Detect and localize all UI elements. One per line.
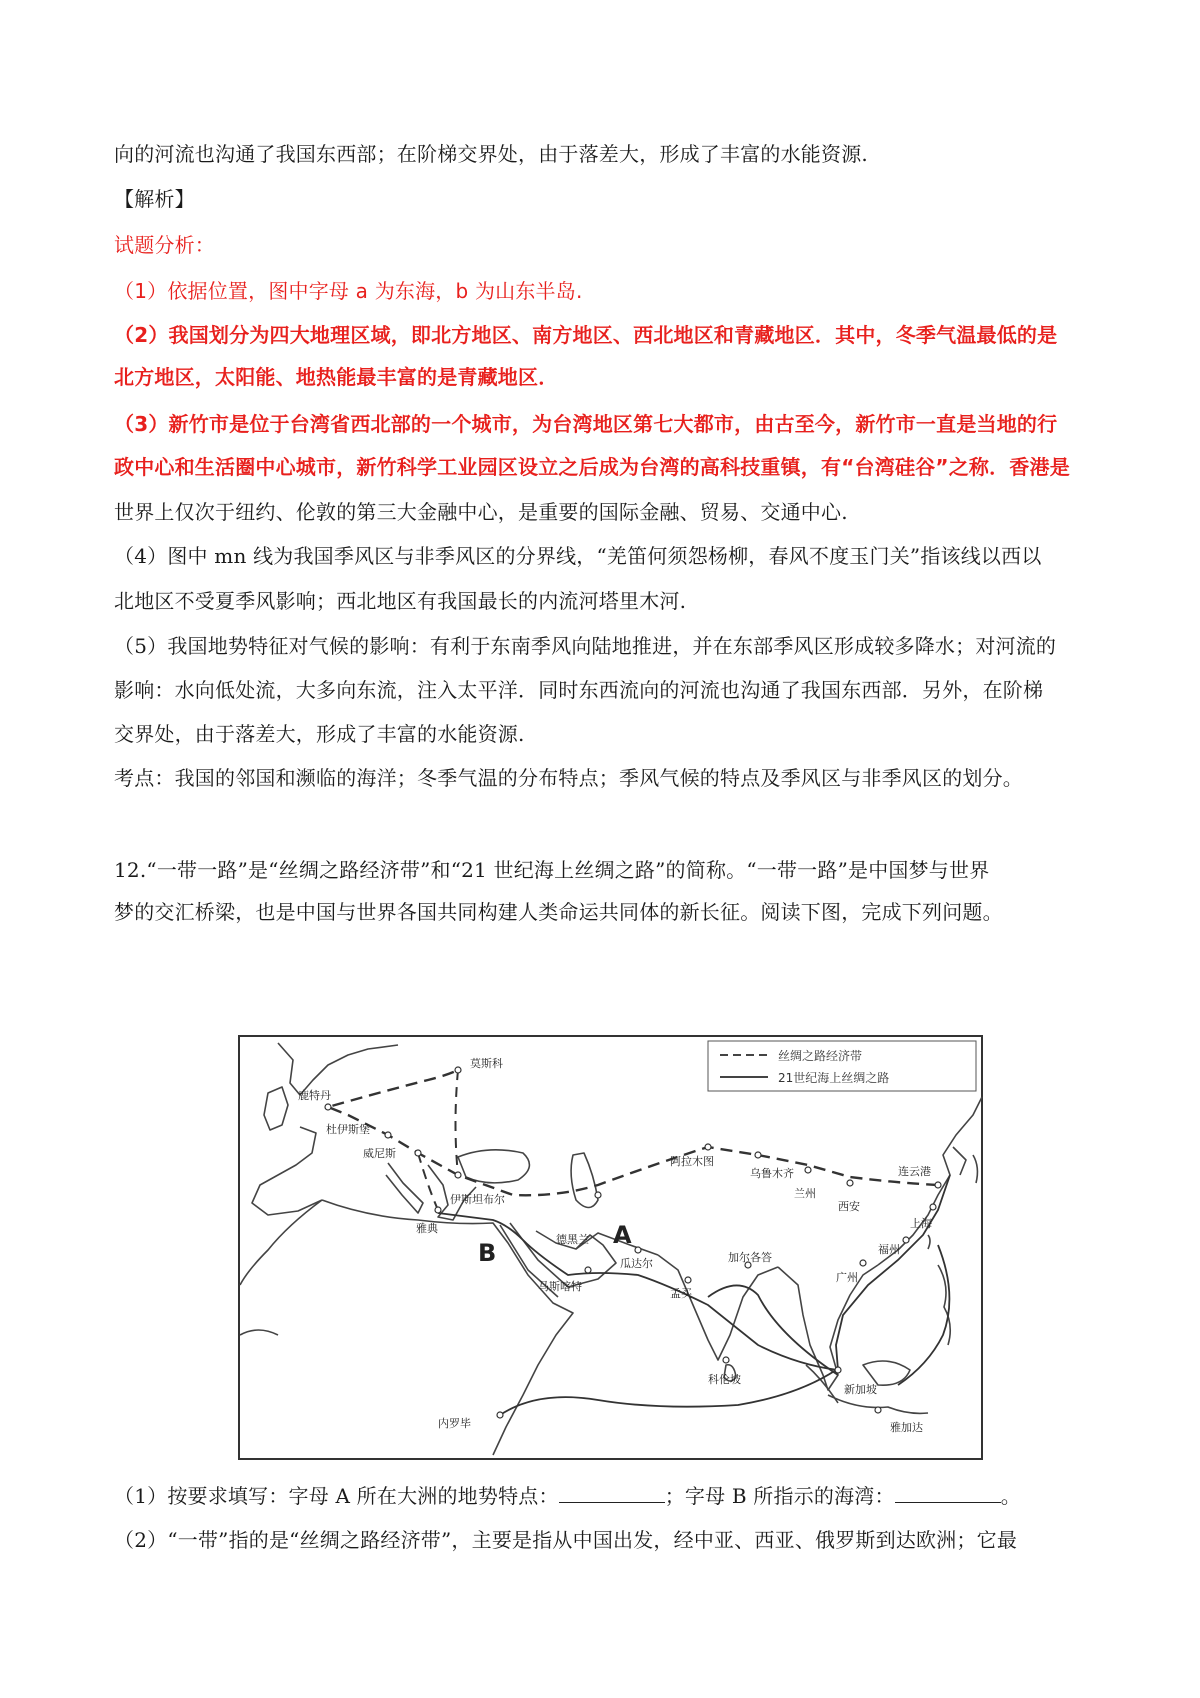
map-letter-a: A: [613, 1221, 632, 1249]
label-lianyungang: 连云港: [898, 1165, 931, 1178]
answer-blank-b[interactable]: [895, 1484, 1001, 1503]
question-12-line-1: 12.“一带一路”是“丝绸之路经济带”和“21 世纪海上丝绸之路”的简称。“一带一路”是中国梦与世界: [114, 858, 990, 882]
label-athens: 雅典: [416, 1222, 438, 1235]
map-legend: [708, 1041, 976, 1091]
analysis-part-3-line-2: 政中心和生活圈中心城市，新竹科学工业园区设立之后成为台湾的高科技重镇，有“台湾硅谷”之称．香港是: [114, 455, 1070, 479]
label-rotterdam: 鹿特丹: [298, 1089, 331, 1102]
analysis-part-5-line-1: （5）我国地势特征对气候的影响：有利于东南季风向陆地推进，并在东部季风区形成较多降水；对河流的: [114, 634, 1057, 658]
analysis-heading: 【解析】: [114, 187, 195, 211]
label-jakarta: 雅加达: [890, 1421, 923, 1434]
label-venice: 威尼斯: [363, 1147, 396, 1160]
label-fuzhou: 福州: [878, 1243, 900, 1256]
label-almaty: 阿拉木图: [670, 1155, 714, 1168]
analysis-part-5-line-2: 影响：水向低处流，大多向东流，注入太平洋．同时东西流向的河流也沟通了我国东西部．另外，在阶梯: [114, 678, 1044, 702]
label-muscat: 马斯喀特: [538, 1280, 582, 1293]
label-kolkata: 加尔各答: [728, 1251, 772, 1264]
analysis-intro: 试题分析：: [114, 233, 215, 257]
label-tehran: 德黑兰: [556, 1233, 589, 1246]
label-gwadar: 瓜达尔: [620, 1257, 653, 1270]
label-singapore: 新加坡: [844, 1383, 877, 1396]
analysis-part-2-line-1: （2）我国划分为四大地理区域，即北方地区、南方地区、西北地区和青藏地区．其中，冬季气温最低的是: [114, 323, 1058, 347]
label-istanbul: 伊斯坦布尔: [450, 1193, 505, 1206]
sub-question-1-middle: ；字母 B 所指示的海湾：: [664, 1484, 895, 1508]
sub-question-1-prefix: （1）按要求填写：字母 A 所在大洲的地势特点：: [114, 1484, 559, 1508]
label-moscow: 莫斯科: [470, 1057, 503, 1070]
label-guangzhou: 广州: [836, 1271, 858, 1284]
map-letter-b: B: [478, 1239, 497, 1267]
sub-question-2: （2）“一带”指的是“丝绸之路经济带”，主要是指从中国出发，经中亚、西亚、俄罗斯到达欧洲；它最: [114, 1528, 1018, 1552]
label-shanghai: 上海: [910, 1217, 932, 1230]
question-12-line-2: 梦的交汇桥梁，也是中国与世界各国共同构建人类命运共同体的新长征。阅读下图，完成下列问题。: [114, 900, 1003, 924]
label-lanzhou: 兰州: [794, 1187, 816, 1200]
analysis-part-4-line-1: （4）图中 mn 线为我国季风区与非季风区的分界线，“羌笛何须怨杨柳，春风不度玉门关”指该线以西以: [114, 544, 1042, 568]
label-colombo: 科伦坡: [708, 1373, 741, 1386]
label-duisburg: 杜伊斯堡: [326, 1123, 370, 1136]
sub-question-1: [114, 1482, 1094, 1510]
analysis-part-1: （1）依据位置，图中字母 a 为东海，b 为山东半岛.: [114, 279, 583, 303]
analysis-part-3-line-3: 世界上仅次于纽约、伦敦的第三大金融中心，是重要的国际金融、贸易、交通中心.: [114, 500, 848, 524]
legend-land-route: 丝绸之路经济带: [778, 1049, 863, 1063]
label-urumqi: 乌鲁木齐: [750, 1167, 794, 1180]
belt-road-map: [238, 1035, 983, 1460]
analysis-part-4-line-2: 北地区不受夏季风影响；西北地区有我国最长的内流河塔里木河.: [114, 589, 687, 613]
analysis-part-3-line-1: （3）新竹市是位于台湾省西北部的一个城市，为台湾地区第七大都市，由古至今，新竹市一直是当地的行: [114, 412, 1058, 436]
knowledge-points: 考点：我国的邻国和濒临的海洋；冬季气温的分布特点；季风气候的特点及季风区与非季风区的划分。: [114, 766, 1023, 790]
label-nairobi: 内罗毕: [438, 1417, 471, 1430]
label-xian: 西安: [838, 1200, 860, 1213]
answer-blank-a[interactable]: [559, 1484, 665, 1503]
answer-continuation: 向的河流也沟通了我国东西部；在阶梯交界处，由于落差大，形成了丰富的水能资源.: [114, 142, 868, 166]
label-mumbai: 孟买: [670, 1287, 692, 1300]
analysis-part-2-line-2: 北方地区，太阳能、地热能最丰富的是青藏地区．: [114, 365, 559, 389]
legend-sea-route: 21世纪海上丝绸之路: [778, 1071, 890, 1085]
analysis-part-5-line-3: 交界处，由于落差大，形成了丰富的水能资源.: [114, 722, 525, 746]
sub-question-1-suffix: 。: [1000, 1484, 1021, 1508]
